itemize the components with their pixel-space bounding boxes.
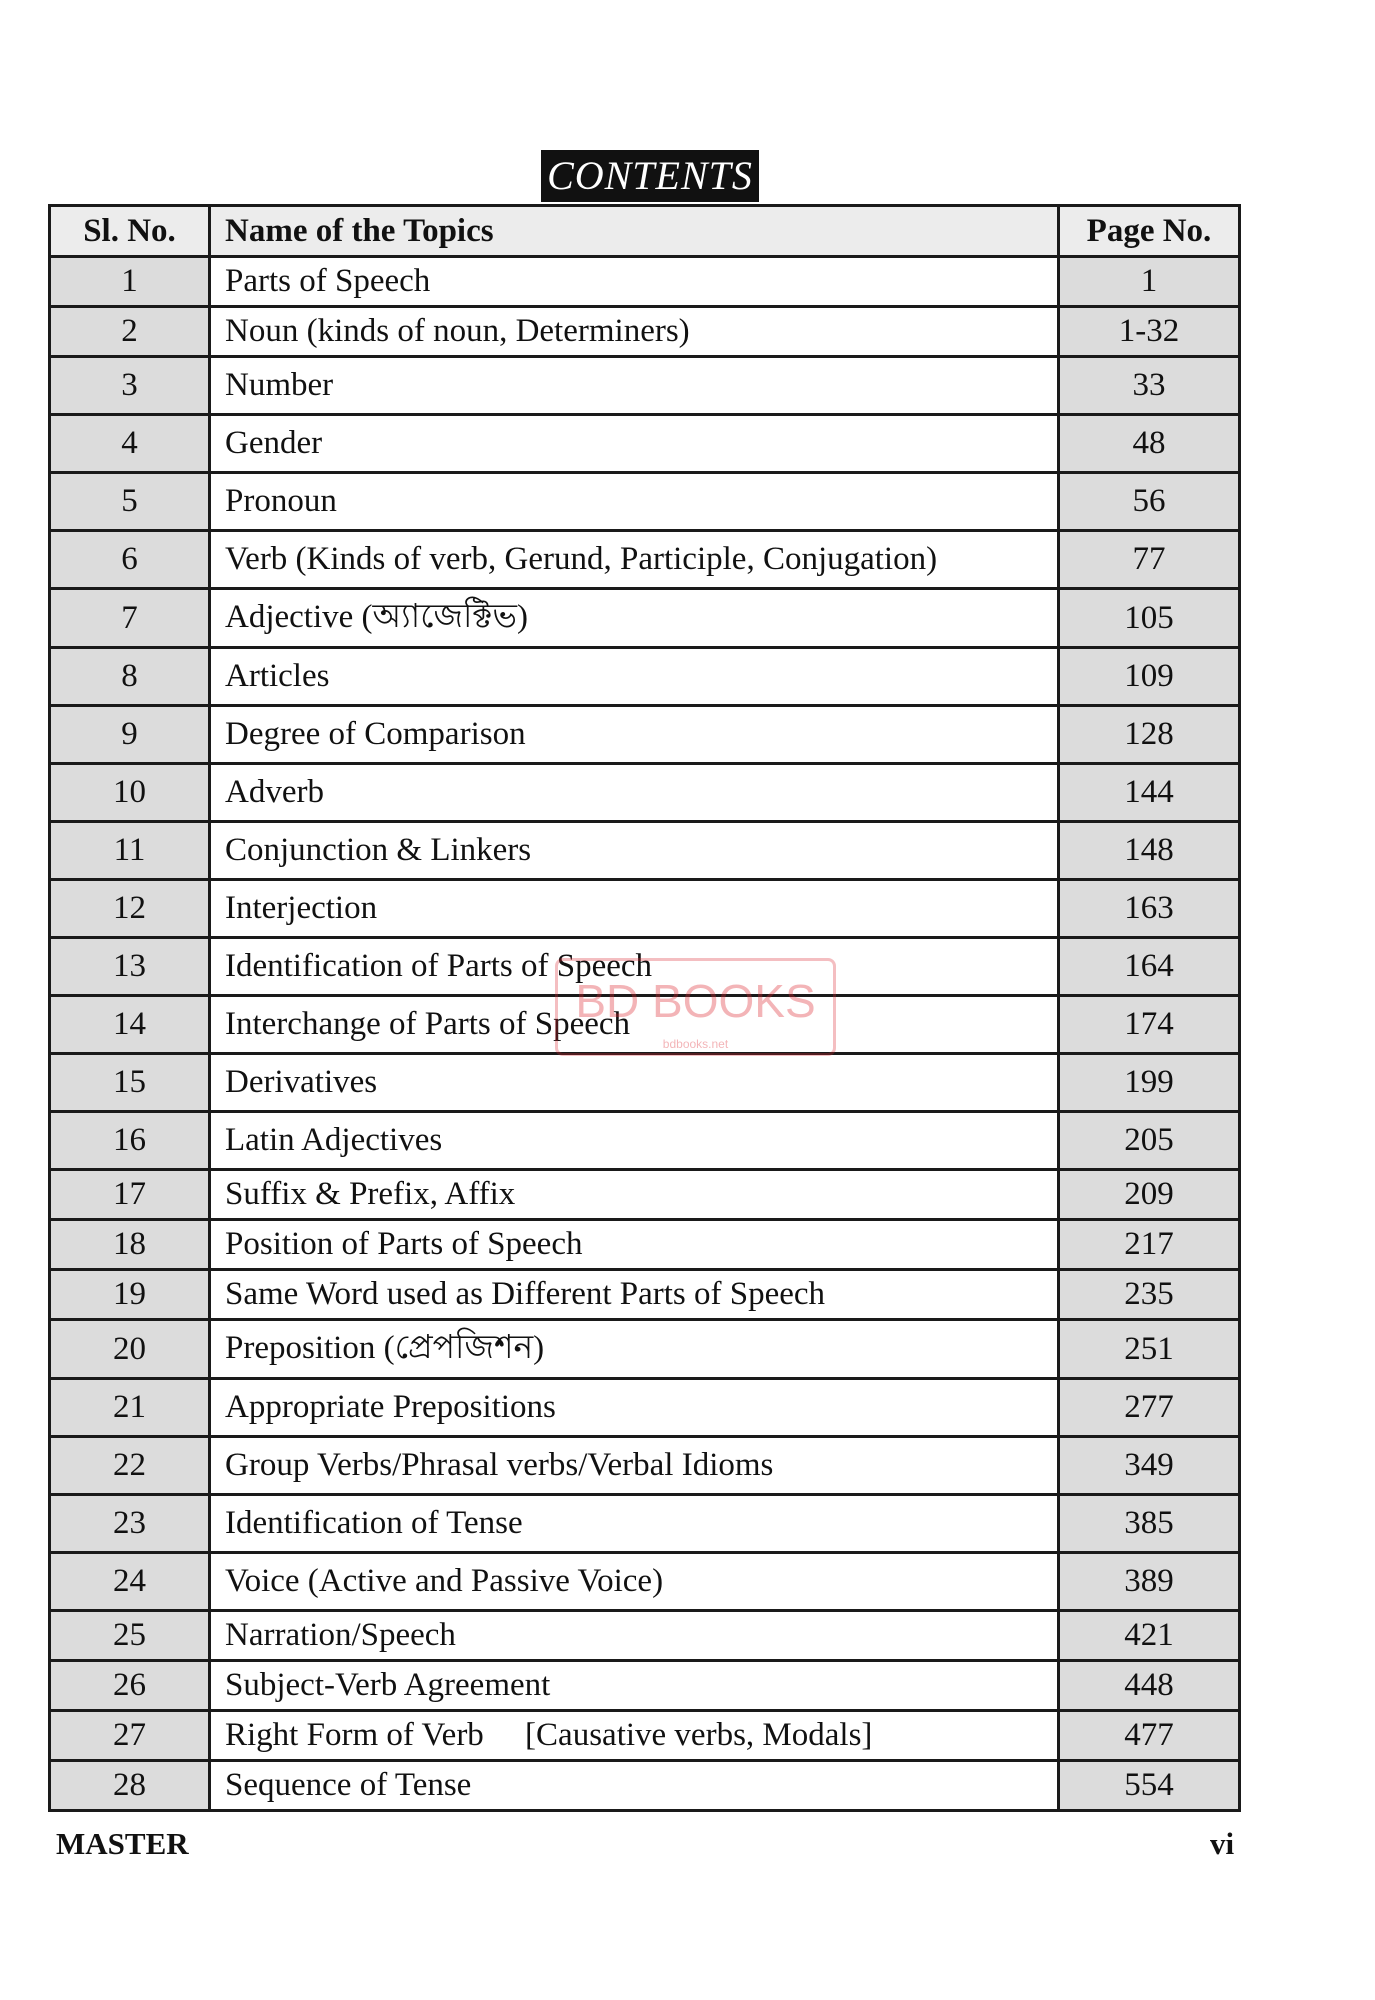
row-topic: Same Word used as Different Parts of Speech [210, 1270, 1059, 1320]
table-row [50, 1495, 1240, 1553]
row-page-no: 277 [1059, 1379, 1240, 1437]
row-sl-no: 11 [50, 822, 210, 880]
footer-page-number: vi [1210, 1826, 1235, 1861]
row-sl-no: 12 [50, 880, 210, 938]
row-sl-no: 18 [50, 1220, 210, 1270]
header-page-no: Page No. [1059, 206, 1240, 257]
row-page-no: 164 [1059, 938, 1240, 996]
row-page-no: 209 [1059, 1170, 1240, 1220]
row-topic: Group Verbs/Phrasal verbs/Verbal Idioms [210, 1437, 1059, 1495]
table-row [50, 822, 1240, 880]
row-page-no: 448 [1059, 1661, 1240, 1711]
row-topic: Appropriate Prepositions [210, 1379, 1059, 1437]
table-row [50, 473, 1240, 531]
row-topic: Subject-Verb Agreement [210, 1661, 1059, 1711]
table-row [50, 1270, 1240, 1320]
table-row [50, 531, 1240, 589]
row-topic: Gender [210, 415, 1059, 473]
row-topic: Pronoun [210, 473, 1059, 531]
table-row [50, 996, 1240, 1054]
row-sl-no: 16 [50, 1112, 210, 1170]
table-row [50, 1170, 1240, 1220]
row-topic: Suffix & Prefix, Affix [210, 1170, 1059, 1220]
row-topic: Derivatives [210, 1054, 1059, 1112]
watermark-sub: bdbooks.net [662, 1037, 729, 1051]
row-page-no: 217 [1059, 1220, 1240, 1270]
row-page-no: 128 [1059, 706, 1240, 764]
row-page-no: 48 [1059, 415, 1240, 473]
row-topic: Verb (Kinds of verb, Gerund, Participle, Conjugation) [210, 531, 1059, 589]
row-topic: Interjection [210, 880, 1059, 938]
table-row [50, 1661, 1240, 1711]
row-topic: Voice (Active and Passive Voice) [210, 1553, 1059, 1611]
contents-body [50, 257, 1240, 1811]
row-page-no: 421 [1059, 1611, 1240, 1661]
row-page-no: 389 [1059, 1553, 1240, 1611]
table-row [50, 257, 1240, 307]
table-row [50, 1711, 1240, 1761]
table-row [50, 764, 1240, 822]
row-sl-no: 2 [50, 307, 210, 357]
row-page-no: 109 [1059, 648, 1240, 706]
table-row [50, 1379, 1240, 1437]
row-topic: Latin Adjectives [210, 1112, 1059, 1170]
row-topic: Adjective (অ্যাজেক্টিভ) [210, 589, 1059, 648]
row-page-no: 199 [1059, 1054, 1240, 1112]
row-page-no: 1 [1059, 257, 1240, 307]
row-topic: Interchange of Parts of Speech [210, 996, 1059, 1054]
row-sl-no: 1 [50, 257, 210, 307]
table-row [50, 1320, 1240, 1379]
table-row [50, 357, 1240, 415]
row-topic: Articles [210, 648, 1059, 706]
row-topic: Identification of Tense [210, 1495, 1059, 1553]
page-title: CONTENTS [541, 150, 759, 202]
row-page-no: 349 [1059, 1437, 1240, 1495]
row-topic: Preposition (প্রেপজিশন) [210, 1320, 1059, 1379]
title-wrapper [0, 150, 1300, 202]
row-sl-no: 9 [50, 706, 210, 764]
table-row [50, 1611, 1240, 1661]
row-page-no: 554 [1059, 1761, 1240, 1811]
row-topic: Conjunction & Linkers [210, 822, 1059, 880]
table-row [50, 589, 1240, 648]
watermark-text: BD BOOKS [575, 975, 816, 1027]
row-page-no: 77 [1059, 531, 1240, 589]
header-sl-no: Sl. No. [50, 206, 210, 257]
row-sl-no: 21 [50, 1379, 210, 1437]
row-sl-no: 13 [50, 938, 210, 996]
row-sl-no: 17 [50, 1170, 210, 1220]
row-page-no: 148 [1059, 822, 1240, 880]
row-sl-no: 28 [50, 1761, 210, 1811]
header-topic: Name of the Topics [210, 206, 1059, 257]
row-page-no: 385 [1059, 1495, 1240, 1553]
row-page-no: 56 [1059, 473, 1240, 531]
row-sl-no: 22 [50, 1437, 210, 1495]
row-page-no: 105 [1059, 589, 1240, 648]
row-sl-no: 14 [50, 996, 210, 1054]
row-topic: Adverb [210, 764, 1059, 822]
table-row [50, 1437, 1240, 1495]
row-topic: Parts of Speech [210, 257, 1059, 307]
table-row [50, 1054, 1240, 1112]
row-page-no: 174 [1059, 996, 1240, 1054]
table-row [50, 1220, 1240, 1270]
row-sl-no: 26 [50, 1661, 210, 1711]
row-sl-no: 23 [50, 1495, 210, 1553]
row-page-no: 1-32 [1059, 307, 1240, 357]
row-sl-no: 3 [50, 357, 210, 415]
row-topic: Right Form of Verb [Causative verbs, Modals] [210, 1711, 1059, 1761]
row-sl-no: 25 [50, 1611, 210, 1661]
row-sl-no: 6 [50, 531, 210, 589]
table-row [50, 1761, 1240, 1811]
table-row [50, 307, 1240, 357]
row-page-no: 205 [1059, 1112, 1240, 1170]
row-topic: Position of Parts of Speech [210, 1220, 1059, 1270]
row-sl-no: 15 [50, 1054, 210, 1112]
header-row [50, 206, 1240, 257]
row-page-no: 235 [1059, 1270, 1240, 1320]
table-row [50, 1112, 1240, 1170]
table-row [50, 648, 1240, 706]
row-sl-no: 8 [50, 648, 210, 706]
row-sl-no: 5 [50, 473, 210, 531]
row-topic: Degree of Comparison [210, 706, 1059, 764]
table-row [50, 415, 1240, 473]
row-page-no: 33 [1059, 357, 1240, 415]
footer-book-name: MASTER [56, 1826, 189, 1861]
row-topic: Identification of Parts of Speech [210, 938, 1059, 996]
table-row [50, 706, 1240, 764]
row-sl-no: 19 [50, 1270, 210, 1320]
row-page-no: 163 [1059, 880, 1240, 938]
row-page-no: 251 [1059, 1320, 1240, 1379]
table-row [50, 938, 1240, 996]
row-sl-no: 7 [50, 589, 210, 648]
row-sl-no: 27 [50, 1711, 210, 1761]
row-page-no: 477 [1059, 1711, 1240, 1761]
row-sl-no: 24 [50, 1553, 210, 1611]
row-topic: Noun (kinds of noun, Determiners) [210, 307, 1059, 357]
table-row [50, 1553, 1240, 1611]
contents-table [48, 204, 1241, 1812]
row-topic: Number [210, 357, 1059, 415]
row-topic: Narration/Speech [210, 1611, 1059, 1661]
row-sl-no: 10 [50, 764, 210, 822]
row-page-no: 144 [1059, 764, 1240, 822]
table-row [50, 880, 1240, 938]
row-topic: Sequence of Tense [210, 1761, 1059, 1811]
row-sl-no: 20 [50, 1320, 210, 1379]
row-sl-no: 4 [50, 415, 210, 473]
